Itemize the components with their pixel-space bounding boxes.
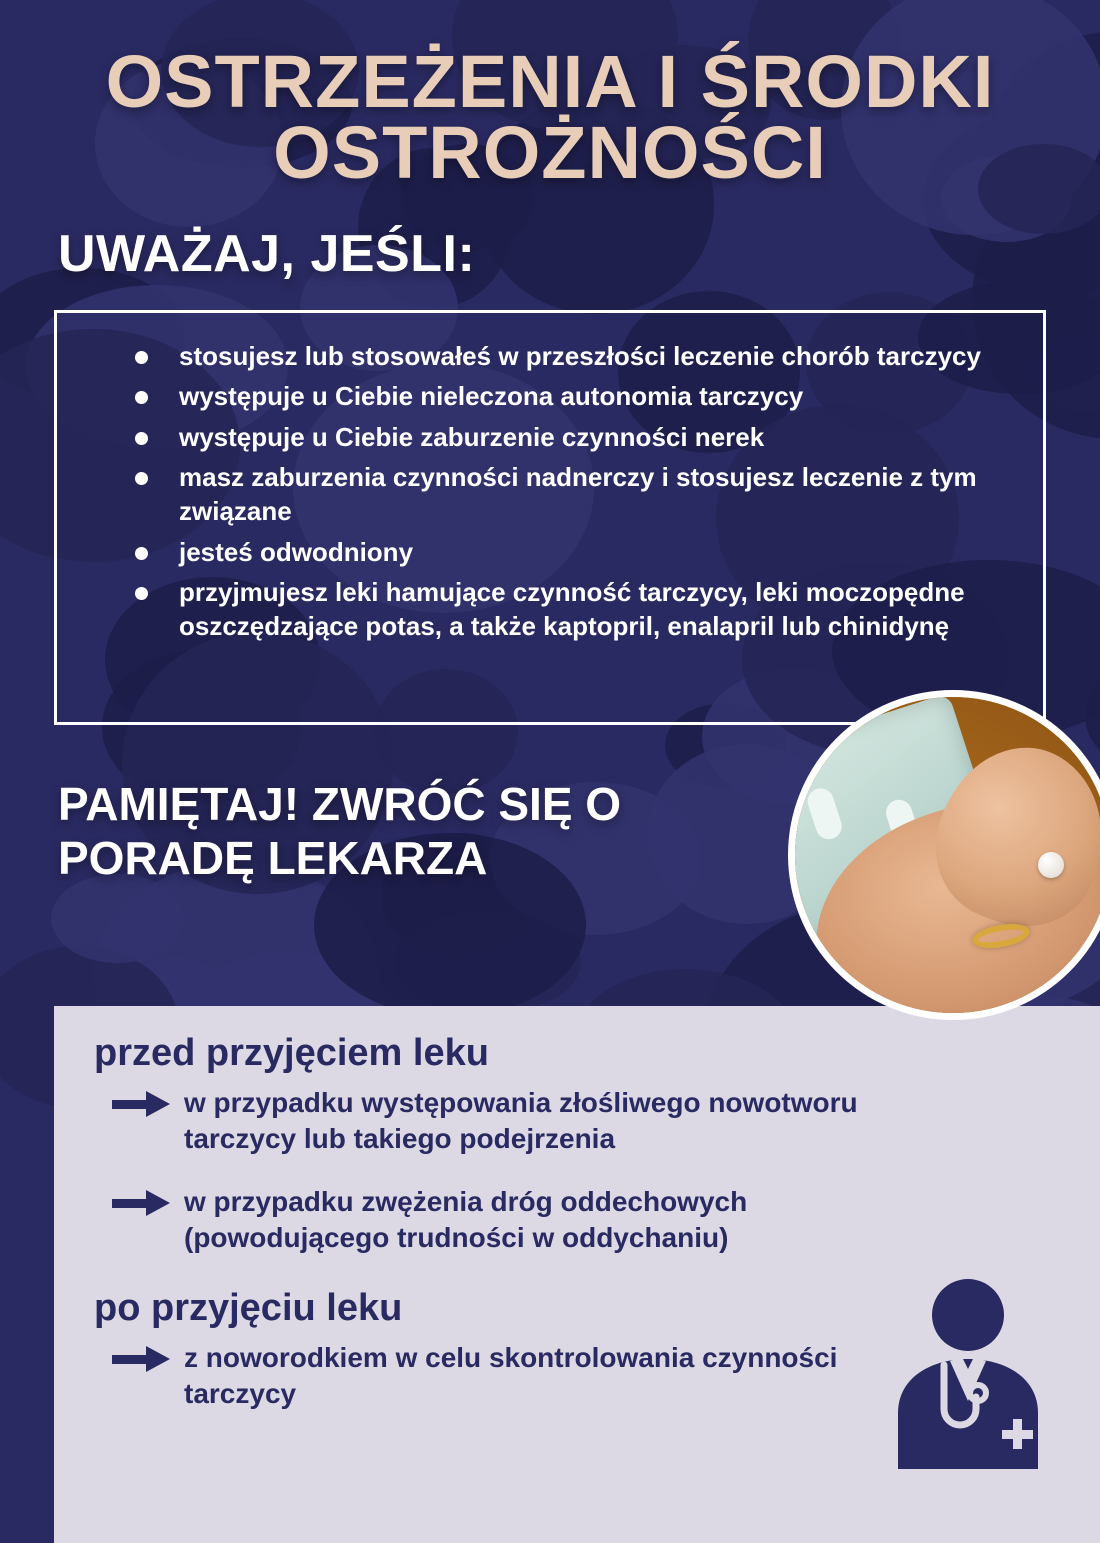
hand-holding-pill-photo: [788, 690, 1100, 1020]
list-item: [79, 420, 1013, 454]
arrow-right-icon: [112, 1346, 170, 1372]
advice-item-text: w przypadku występowania złośliwego nowotworu tarczycy lub takiego podejrzenia: [184, 1087, 858, 1155]
photo-inner: [795, 697, 1100, 1013]
list-item-text: przyjmujesz leki hamujące czynność tarczycy, leki moczopędne oszczędzające potas, a także kaptopril, enalapril lub chinidynę: [179, 576, 965, 642]
advice-heading-after: po przyjęciu leku: [94, 1286, 403, 1329]
list-item-text: stosujesz lub stosowałeś w przeszłości leczenie chorób tarczycy: [179, 341, 981, 372]
advice-item-text: w przypadku zwężenia dróg oddechowych (powodującego trudności w oddychaniu): [184, 1185, 748, 1254]
list-item-text: występuje u Ciebie zaburzenie czynności nerek: [179, 421, 765, 452]
bullet-icon: [135, 472, 148, 485]
section-heading-warnings: UWAŻAJ, JEŚLI:: [58, 225, 476, 284]
advice-panel: [54, 1006, 1100, 1543]
list-item-text: masz zaburzenia czynności nadnerczy i stosujesz leczenie z tym związane: [179, 462, 977, 527]
page-title: OSTRZEŻENIA I ŚRODKI OSTROŻNOŚCI: [105, 40, 995, 195]
arrow-right-icon: [112, 1190, 170, 1216]
bullet-icon: [135, 351, 148, 364]
list-item: [79, 379, 1013, 413]
section-heading-remember: PAMIĘTAJ! ZWRÓĆ SIĘ O PORADĘ LEKARZA: [58, 778, 622, 885]
advice-item: [94, 1085, 884, 1158]
advice-heading-before: przed przyjęciem leku: [94, 1032, 489, 1074]
warnings-list: [79, 339, 1013, 644]
bullet-icon: [135, 587, 148, 600]
list-item: [79, 535, 1013, 569]
bullet-icon: [135, 547, 148, 560]
advice-item: [94, 1340, 884, 1413]
advice-item-text: z noworodkiem w celu skontrolowania czynności tarczycy: [184, 1341, 838, 1409]
pill-icon: [1038, 852, 1064, 878]
warnings-box: [54, 310, 1046, 725]
list-item: [79, 575, 1013, 644]
bullet-icon: [135, 391, 148, 404]
list-item-text: występuje u Ciebie nieleczona autonomia tarczycy: [179, 381, 804, 412]
list-item-text: jesteś odwodniony: [179, 536, 414, 567]
doctor-icon: [878, 1273, 1058, 1483]
advice-item: [94, 1184, 884, 1257]
bullet-icon: [135, 432, 148, 445]
list-item: [79, 339, 1013, 373]
list-item: [79, 460, 1013, 529]
arrow-right-icon: [112, 1091, 170, 1117]
